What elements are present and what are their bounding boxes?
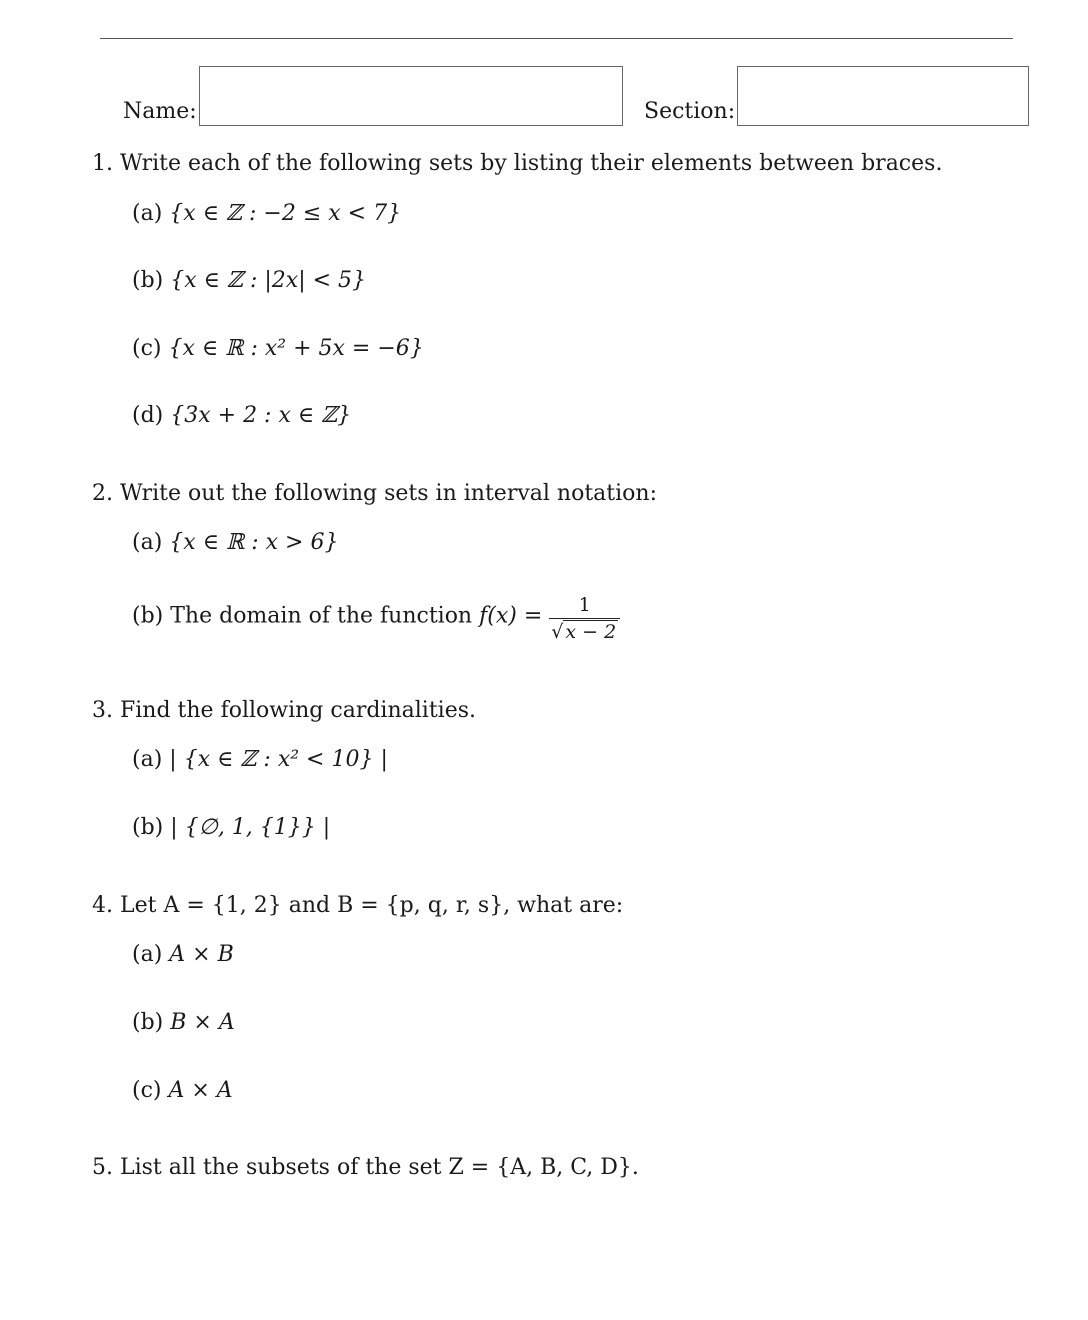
part-label: (d) bbox=[132, 403, 164, 428]
question-4a bbox=[132, 942, 234, 967]
part-label: (b) bbox=[132, 815, 164, 840]
section-label: Section: bbox=[644, 99, 736, 124]
fraction-numerator: 1 bbox=[578, 594, 591, 616]
part-expression: {3x + 2 : x ∈ ℤ} bbox=[170, 403, 352, 428]
part-label: (b) bbox=[132, 268, 164, 293]
sqrt-symbol: √ bbox=[551, 621, 564, 643]
part-label: (c) bbox=[132, 1078, 162, 1103]
question-2b bbox=[132, 592, 620, 641]
part-label: (b) bbox=[132, 1010, 164, 1035]
question-1c bbox=[132, 336, 424, 361]
question-prompt: Write each of the following sets by listing their elements between braces. bbox=[120, 151, 943, 176]
question-3b bbox=[132, 815, 330, 840]
part-label: (a) bbox=[132, 201, 163, 226]
part-expression: {x ∈ ℝ : x > 6} bbox=[169, 530, 339, 555]
name-label: Name: bbox=[123, 99, 197, 124]
part-expression: {x ∈ ℤ : −2 ≤ x < 7} bbox=[169, 201, 402, 226]
question-5 bbox=[92, 1155, 639, 1180]
question-4c bbox=[132, 1078, 233, 1103]
part-text: The domain of the function bbox=[170, 603, 473, 629]
part-label: (b) bbox=[132, 603, 164, 629]
part-label: (a) bbox=[132, 530, 163, 555]
question-3a bbox=[132, 747, 388, 772]
part-expression: B × A bbox=[170, 1010, 235, 1035]
name-field[interactable] bbox=[199, 66, 623, 126]
question-number: 1. bbox=[92, 151, 113, 176]
question-number: 3. bbox=[92, 698, 113, 723]
question-number: 2. bbox=[92, 481, 113, 506]
part-expression: {x ∈ ℤ : |2x| < 5} bbox=[170, 268, 367, 293]
question-1 bbox=[92, 151, 942, 176]
question-1d bbox=[132, 403, 351, 428]
question-3 bbox=[92, 698, 476, 723]
question-2 bbox=[92, 481, 657, 506]
top-rule bbox=[100, 38, 1013, 39]
part-label: (c) bbox=[132, 336, 162, 361]
section-field[interactable] bbox=[737, 66, 1029, 126]
question-1a bbox=[132, 201, 401, 226]
question-4 bbox=[92, 893, 623, 918]
fraction-denominator bbox=[549, 618, 620, 643]
part-expression: A × A bbox=[168, 1078, 233, 1103]
fraction bbox=[549, 594, 620, 643]
part-label: (a) bbox=[132, 747, 163, 772]
part-expression: {x ∈ ℝ : x² + 5x = −6} bbox=[168, 336, 424, 361]
part-expression: A × B bbox=[169, 942, 234, 967]
question-4b bbox=[132, 1010, 235, 1035]
radicand: x − 2 bbox=[565, 621, 617, 643]
part-label: (a) bbox=[132, 942, 163, 967]
question-2a bbox=[132, 530, 338, 555]
question-number: 4. bbox=[92, 893, 113, 918]
question-prompt: Write out the following sets in interval notation: bbox=[120, 481, 657, 506]
part-expression: | {x ∈ ℤ : x² < 10} | bbox=[169, 747, 388, 772]
question-1b bbox=[132, 268, 366, 293]
part-expression: f(x) = bbox=[479, 603, 543, 629]
question-prompt: List all the subsets of the set Z = {A, B, C, D}. bbox=[120, 1155, 639, 1180]
question-number: 5. bbox=[92, 1155, 113, 1180]
part-expression: | {∅, 1, {1}} | bbox=[170, 815, 331, 840]
question-prompt: Let A = {1, 2} and B = {p, q, r, s}, what are: bbox=[120, 893, 624, 918]
question-prompt: Find the following cardinalities. bbox=[120, 698, 476, 723]
